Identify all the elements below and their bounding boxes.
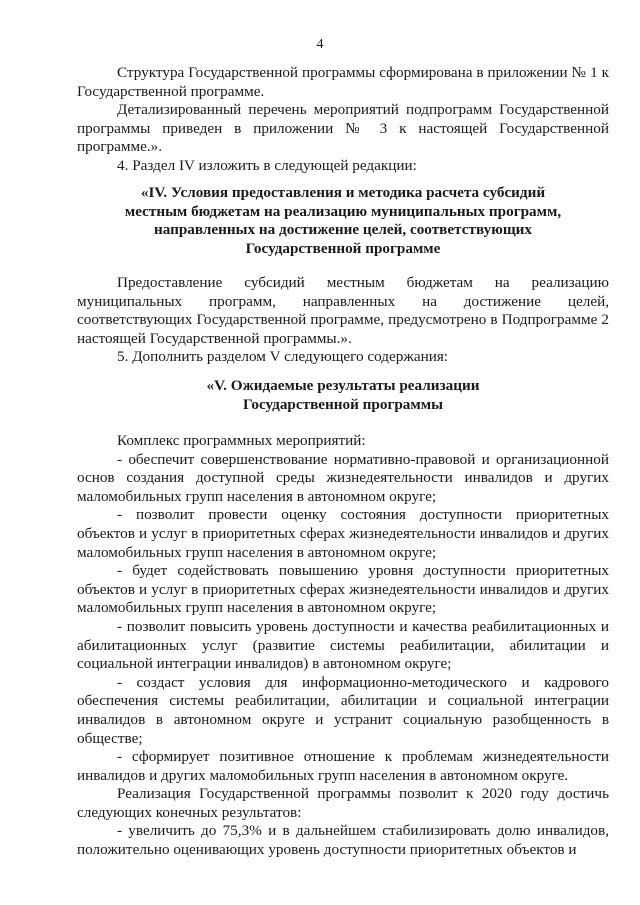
heading-line: Государственной программы	[243, 395, 443, 413]
intro-block	[77, 64, 609, 176]
list-item: - будет содействовать повышению уровня доступности приоритетных объектов и услуг в приоритетных сферах жизнедеятельности инвалидов и других маломобильных групп населения в автономном округе;	[77, 562, 609, 617]
section-v-body	[77, 432, 609, 860]
section-v-heading	[77, 377, 609, 414]
paragraph: 5. Дополнить разделом V следующего содержания:	[117, 348, 449, 366]
paragraph: Комплекс программных мероприятий:	[117, 432, 366, 449]
paragraph: 4. Раздел IV изложить в следующей редакции:	[117, 156, 417, 174]
paragraph: Детализированный перечень мероприятий подпрограмм Государственной программы приведен в приложении № 3 к настоящей Государственной программе.».	[77, 101, 609, 156]
heading-line: направленных на достижение целей, соответствующих	[153, 221, 533, 239]
heading-line: Государственной программе	[245, 239, 441, 257]
list-item: - позволит повысить уровень доступности и качества реабилитационных и абилитационных услуг (развитие системы реабилитации, абилитации и социальной интеграции инвалидов) в автономном округе;	[77, 617, 609, 673]
heading-line: «IV. Условия предоставления и методика расчета субсидий	[140, 184, 546, 201]
list-item: - позволит провести оценку состояния доступности приоритетных объектов и услуг в приоритетных сферах жизнедеятельности инвалидов и других маломобильных групп населения в автономном округе;	[77, 506, 609, 561]
list-item: - сформирует позитивное отношение к проблемам жизнедеятельности инвалидов и других маломобильных групп населения в автономном округе.	[77, 748, 609, 784]
paragraph: Предоставление субсидий местным бюджетам на реализацию муниципальных программ, направленных на достижение целей, соответствующих Государственной программе, предусмотрено в Подпрограмме 2 настоящей Государственной программы.».	[77, 274, 609, 347]
list-item: - обеспечит совершенствование нормативно-правовой и организационной основ создания доступной среды жизнедеятельности инвалидов и других маломобильных групп населения в автономном округе;	[77, 450, 609, 505]
paragraph: Реализация Государственной программы позволит к 2020 году достичь следующих конечных результатов:	[77, 785, 609, 821]
paragraph: Структура Государственной программы сформирована в приложении № 1 к Государственной программе.	[77, 64, 609, 100]
page-number: 4	[316, 37, 324, 52]
list-item: - увеличить до 75,3% и в дальнейшем стабилизировать долю инвалидов, положительно оценивающих уровень доступности приоритетных объектов и	[77, 822, 609, 859]
heading-line: «V. Ожидаемые результаты реализации	[206, 377, 480, 394]
section-iv-heading	[77, 184, 609, 258]
heading-line: местным бюджетам на реализацию муниципальных программ,	[124, 202, 562, 220]
section-iv-body	[77, 274, 609, 367]
list-item: - создаст условия для информационно-методического и кадрового обеспечения системы реабилитации, абилитации и социальной интеграции инвалидов в автономном округе и устранит социальную разобщенность в обществе;	[77, 673, 609, 747]
